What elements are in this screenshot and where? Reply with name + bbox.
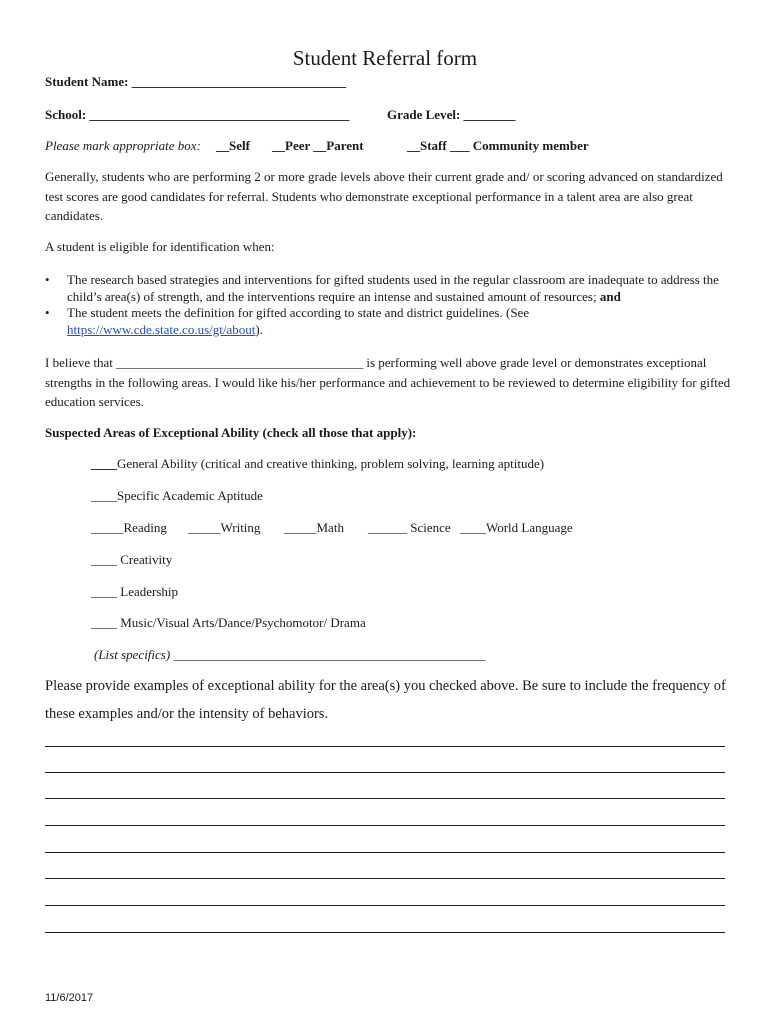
general-ability-blank[interactable]: ____ — [91, 456, 117, 471]
answer-line[interactable] — [45, 825, 725, 826]
list-specifics[interactable] — [94, 647, 485, 663]
general-ability-label: General Ability (critical and creative thinking, problem solving, learning aptitude) — [117, 456, 545, 471]
self-checkbox[interactable]: __Self — [216, 138, 250, 153]
mark-box-prompt: Please mark appropriate box: — [45, 138, 201, 153]
science-option[interactable]: ______ Science — [368, 520, 451, 535]
creativity-option[interactable]: ____ Creativity — [91, 552, 173, 567]
student-name-field[interactable]: Student Name: _________________________________ — [45, 74, 347, 89]
answer-line[interactable] — [45, 905, 725, 906]
specific-academic-option[interactable]: ____Specific Academic Aptitude — [91, 488, 263, 503]
music-arts-option[interactable]: ____ Music/Visual Arts/Dance/Psychomotor/ Drama — [91, 615, 366, 630]
bullet-and: and — [599, 288, 621, 304]
school-field[interactable]: School: ________________________________________ — [45, 107, 350, 122]
staff-community-checkbox[interactable]: __Staff ___ Community member — [407, 138, 589, 153]
areas-heading: Suspected Areas of Exceptional Ability (check all those that apply): — [45, 425, 417, 440]
reading-option[interactable]: _____Reading — [91, 520, 167, 535]
bullet-text: The student meets the definition for gifted according to state and district guidelines. (See — [67, 305, 530, 320]
grade-level-field[interactable]: Grade Level: ________ — [387, 107, 516, 122]
bullet-text-end: ). — [255, 321, 263, 337]
bullet-dot-icon: • — [45, 272, 50, 287]
bullet-item — [45, 305, 735, 339]
footer-date: 11/6/2017 — [45, 992, 94, 1004]
belief-paragraph: I believe that ______________________________________ is performing well above grade level or demonstrates exceptional strengths in the following areas. I would like his/her performance and achievement to be reviewed to determine eligibility for gifted education services. — [45, 355, 731, 409]
answer-line[interactable] — [45, 746, 725, 747]
list-specifics-line[interactable]: ________________________________________________ — [173, 647, 486, 662]
examples-prompt: Please provide examples of exceptional ability for the area(s) you checked above. Be sure to include the frequency of these examples and/or the intensity of behaviors. — [45, 678, 726, 722]
answer-line[interactable] — [45, 932, 725, 933]
peer-parent-checkbox[interactable]: __Peer __Parent — [272, 138, 364, 153]
leadership-option[interactable]: ____ Leadership — [91, 584, 179, 599]
answer-line[interactable] — [45, 772, 725, 773]
math-option[interactable]: _____Math — [284, 520, 344, 535]
eligible-heading: A student is eligible for identification when: — [45, 239, 275, 254]
world-language-option[interactable]: ____World Language — [460, 520, 573, 535]
general-ability-option[interactable] — [91, 456, 544, 472]
answer-line[interactable] — [45, 852, 725, 853]
list-specifics-label: (List specifics) — [94, 647, 171, 662]
form-title: Student Referral form — [292, 46, 478, 70]
answer-line[interactable] — [45, 798, 725, 799]
bullet-dot-icon: • — [45, 305, 50, 320]
cde-link[interactable]: https://www.cde.state.co.us/gt/about — [67, 321, 256, 337]
intro-paragraph: Generally, students who are performing 2 or more grade levels above their current grade and/ or scoring advanced on standardized test scores are good candidates for referral. Students who demonstrate exceptional performance in a talent area are also great candidates. — [45, 169, 723, 223]
answer-line[interactable] — [45, 878, 725, 879]
writing-option[interactable]: _____Writing — [188, 520, 261, 535]
bullet-text: The research based strategies and interventions for gifted students used in the regular classroom are inadequate to address the child’s area(s) of strength, and the interventions require an intense and sustained amount of resources; — [67, 272, 719, 304]
bullet-item — [45, 272, 735, 306]
